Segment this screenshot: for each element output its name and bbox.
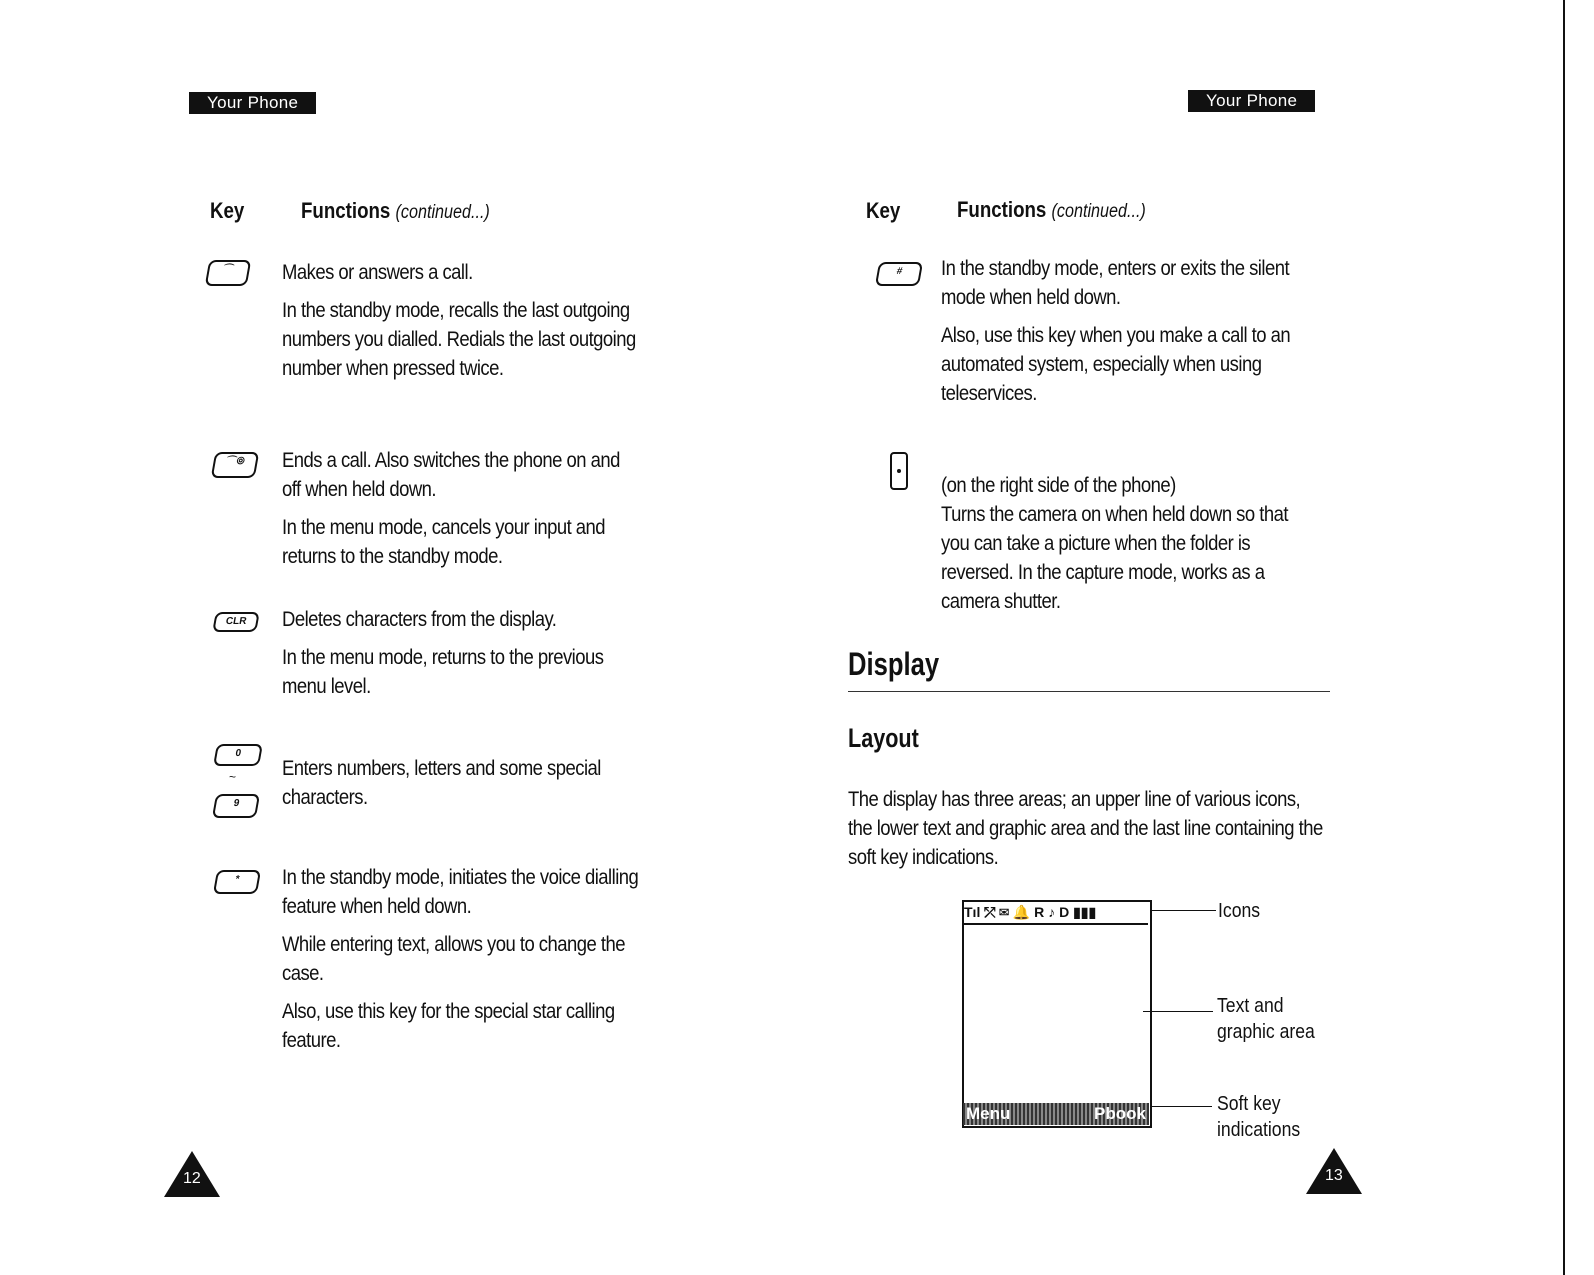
leader-softkeys [1152,1106,1212,1107]
col-key-header: Key [210,198,245,223]
section-title: Display [848,646,940,682]
col-functions-header-right: Functions (continued...) [957,197,1146,222]
send-key-description: Makes or answers a call. In the standby mode, recalls the last outgoing numbers you dialled. Redials the last outgoing number when pressed twice. [282,261,636,380]
star-key-description: In the standby mode, initiates the voice dialling feature when held down. While entering text, allows you to change the case. Also, use this key for the special star calling feature. [282,866,639,1052]
subsection-title: Layout [848,723,919,753]
leader-icons [1150,910,1216,911]
nine-key-icon: 9 [212,794,260,818]
label-softkeys: Soft key indications [1217,1093,1301,1141]
section-tab-right: Your Phone [1188,90,1315,112]
display-diagram [962,900,1152,1128]
section-rule [848,691,1330,692]
leader-text-area [1143,1011,1213,1012]
softkey-bar [963,1103,1149,1125]
page-edge [1563,0,1565,1275]
clr-key-description: Deletes characters from the display. In the menu mode, returns to the previous menu level. [282,608,604,698]
status-icon-row: Tıl ⤱ ✉ 🔔 R ♪ D ▮▮▮ [964,901,1148,925]
layout-body: The display has three areas; an upper line of various icons, the lower text and graphic area and the last line containing the soft key indications. [848,788,1323,869]
page-number-right: 13 [1325,1167,1343,1184]
number-keys-description: Enters numbers, letters and some special characters. [282,757,601,809]
key-range-separator: ~ [229,770,237,784]
label-text-area: Text and graphic area [1217,995,1315,1043]
page-number-left: 12 [183,1170,201,1187]
clr-key-icon: CLR [212,612,260,632]
star-key-icon: * [213,870,261,894]
end-key-description: Ends a call. Also switches the phone on and off when held down. In the menu mode, cancels your input and returns to the standby mode. [282,449,620,568]
camera-side-key-icon [890,452,908,490]
softkey-left: Menu [966,1104,1011,1123]
col-key-header-right: Key [866,198,901,223]
section-tab-left: Your Phone [189,92,316,114]
zero-key-icon: 0 [213,744,263,766]
label-icons: Icons [1218,900,1261,922]
camera-key-description: (on the right side of the phone) Turns the camera on when held down so that you can take a picture when the folder is reversed. In the capture mode, works as a camera shutter. [941,474,1288,613]
end-key-icon: ⌒⦾ [211,452,260,478]
hash-key-description: In the standby mode, enters or exits the silent mode when held down. Also, use this key when you make a call to an automated system, especially when using teleservices. [941,257,1291,405]
hash-key-icon: # [875,262,923,286]
softkey-right: Pbook [1094,1104,1146,1123]
send-key-icon: ⌒ [205,260,252,286]
col-functions-header: Functions (continued...) [301,198,490,223]
